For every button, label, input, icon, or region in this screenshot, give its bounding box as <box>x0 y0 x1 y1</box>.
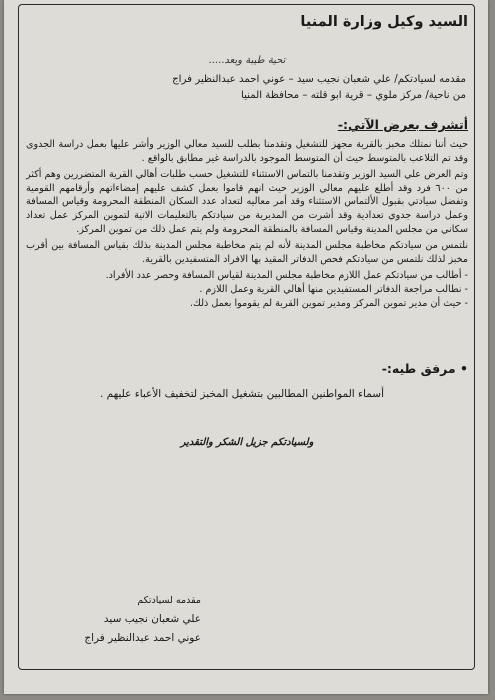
paragraph: حيث أننا نمتلك مخبز بالقرية مجهز للتشغيل وتقدمنا بطلب للسيد معالي الوزير وأشر عليها بعمل دراسة الجدوى وقد تم التلاعب بالمتوسط حيث أن المتوسط الموجود بالدراسة غير مطابق بالواقع . <box>26 139 468 164</box>
greeting: تحية طيبة وبعد..... <box>208 55 286 66</box>
attachment-text: أسماء المواطنين المطالبين بتشغيل المخبز لتخفيف الأعباء عليهم . <box>100 388 384 401</box>
signature-name: عوني احمد عبدالنظير فراج <box>84 632 201 644</box>
paper-sheet <box>4 0 488 694</box>
petitioners-line: مقدمه لسيادتكم/ علي شعبان نجيب سيد – عوني احمد عبدالنظير فراج <box>172 74 466 85</box>
signature-block <box>36 592 201 648</box>
recipient-line: السيد وكيل وزارة المنيا <box>300 14 468 30</box>
letter-body <box>26 4 468 450</box>
paragraph: نلتمس من سيادتكم مخاطبة مجلس المدينة لأنه لم يتم مخاطبة مجلس المدينة بذلك بقياس المسافة بين أقرب مخبز لذلك نلتمس من سيادتكم فحص الدفاتر المقيد بها الافراد المتسفيدين بالقرية. <box>26 240 468 265</box>
section-heading: أتشرف بعرض الآتي:- <box>337 117 468 132</box>
request-item: - أطالب من سيادتكم عمل اللازم مخاطبة مجلس المدينة لقياس المسافة وحصر عدد الأفراد. <box>105 270 468 282</box>
location-line: من ناحية/ مركز ملوي – قرية ابو قلته – محافظة المنيا <box>240 90 466 101</box>
petition-body <box>26 138 468 310</box>
request-item: - حيث أن مدير تموين المركز ومدير تموين القرية لم يقوموا بعمل ذلك. <box>189 297 468 309</box>
closing-line: ولسيادتكم جزيل الشكر والتقدير <box>180 437 314 449</box>
intro-block <box>26 72 466 104</box>
attachment-heading: • مرفق طيه:- <box>381 361 468 377</box>
paragraph: وتم العرض علي السيد الوزير وتقدمنا بالتماس الاستثناء للتشغيل حسب طلبات أهالي القرية المتضررين وهم أكثر من ٦٠٠ فرد وقد أطلع عليهم معالي الوزير حيث انهم قاموا بعمل كشف عليهم إمضاءاتهم وأرقامهم القومية وتفضل سيادتي بقبول الألتماس الاستثناء وقد أمر معاليه لتعداد عدد السكان المنطقة المحرومة وقياس المسافة وعمل دراسة جدوي تعدادية وقد أشرت من المديرية من سيادتكم بالتعليمات الاتية لتموين المركز عمل تعداد سكاني من مجلس المدينة وقياس المسافة بالمنطقة المحرومة ولم يتم عمل ذلك من تموين المركز. <box>26 169 468 235</box>
signature-title: مقدمه لسيادتكم <box>137 595 201 606</box>
signature-name: علي شعبان نجيب سيد <box>103 613 201 625</box>
request-item: - نطالب مراجعة الدفاتر المستفيدين منها أهالي القرية وعمل اللازم . <box>199 283 468 295</box>
